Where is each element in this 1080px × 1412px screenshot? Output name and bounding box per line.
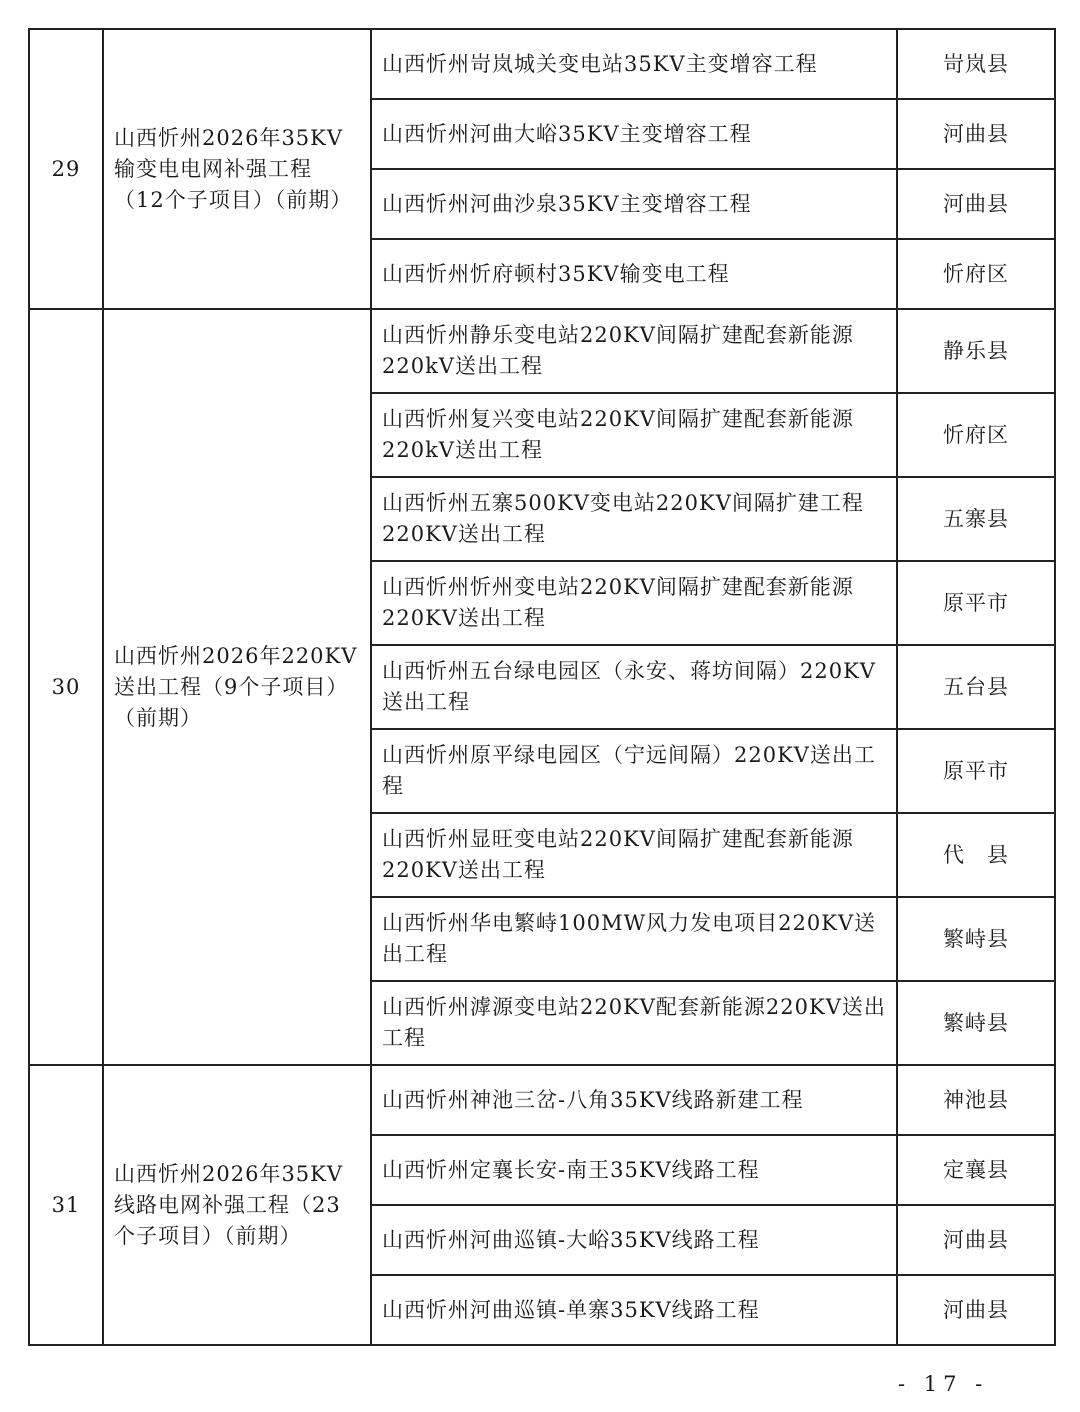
group-number: 29 bbox=[29, 29, 103, 309]
sub-project-name: 山西忻州定襄长安-南王35KV线路工程 bbox=[371, 1135, 897, 1205]
sub-project-name: 山西忻州河曲巡镇-单寨35KV线路工程 bbox=[371, 1275, 897, 1345]
sub-project-name: 山西忻州显旺变电站220KV间隔扩建配套新能源220KV送出工程 bbox=[371, 813, 897, 897]
table-row bbox=[29, 29, 1055, 99]
table-row bbox=[29, 309, 1055, 393]
table-row bbox=[29, 1065, 1055, 1135]
sub-project-location: 河曲县 bbox=[897, 1275, 1055, 1345]
sub-project-name: 山西忻州神池三岔-八角35KV线路新建工程 bbox=[371, 1065, 897, 1135]
sub-project-name: 山西忻州华电繁峙100MW风力发电项目220KV送出工程 bbox=[371, 897, 897, 981]
sub-project-name: 山西忻州岢岚城关变电站35KV主变增容工程 bbox=[371, 29, 897, 99]
sub-project-name: 山西忻州河曲沙泉35KV主变增容工程 bbox=[371, 169, 897, 239]
sub-project-location: 河曲县 bbox=[897, 99, 1055, 169]
sub-project-location: 五寨县 bbox=[897, 477, 1055, 561]
group-number: 30 bbox=[29, 309, 103, 1065]
sub-project-name: 山西忻州原平绿电园区（宁远间隔）220KV送出工程 bbox=[371, 729, 897, 813]
sub-project-location: 五台县 bbox=[897, 645, 1055, 729]
group-name: 山西忻州2026年220KV送出工程（9个子项目）（前期） bbox=[103, 309, 371, 1065]
sub-project-location: 原平市 bbox=[897, 561, 1055, 645]
sub-project-location: 忻府区 bbox=[897, 239, 1055, 309]
sub-project-location: 忻府区 bbox=[897, 393, 1055, 477]
sub-project-name: 山西忻州静乐变电站220KV间隔扩建配套新能源220kV送出工程 bbox=[371, 309, 897, 393]
sub-project-location: 繁峙县 bbox=[897, 981, 1055, 1065]
group-number: 31 bbox=[29, 1065, 103, 1345]
sub-project-location: 静乐县 bbox=[897, 309, 1055, 393]
sub-project-name: 山西忻州复兴变电站220KV间隔扩建配套新能源220kV送出工程 bbox=[371, 393, 897, 477]
sub-project-location: 河曲县 bbox=[897, 169, 1055, 239]
sub-project-name: 山西忻州忻州变电站220KV间隔扩建配套新能源220KV送出工程 bbox=[371, 561, 897, 645]
sub-project-location: 原平市 bbox=[897, 729, 1055, 813]
sub-project-location: 繁峙县 bbox=[897, 897, 1055, 981]
sub-project-location: 岢岚县 bbox=[897, 29, 1055, 99]
sub-project-name: 山西忻州河曲大峪35KV主变增容工程 bbox=[371, 99, 897, 169]
sub-project-name: 山西忻州五寨500KV变电站220KV间隔扩建工程220KV送出工程 bbox=[371, 477, 897, 561]
project-table bbox=[28, 28, 1056, 1346]
sub-project-name: 山西忻州河曲巡镇-大峪35KV线路工程 bbox=[371, 1205, 897, 1275]
group-name: 山西忻州2026年35KV输变电电网补强工程（12个子项目）（前期） bbox=[103, 29, 371, 309]
group-name: 山西忻州2026年35KV线路电网补强工程（23个子项目）（前期） bbox=[103, 1065, 371, 1345]
page-number: - 17 - bbox=[898, 1372, 989, 1396]
sub-project-name: 山西忻州忻府顿村35KV输变电工程 bbox=[371, 239, 897, 309]
sub-project-location: 河曲县 bbox=[897, 1205, 1055, 1275]
sub-project-location: 定襄县 bbox=[897, 1135, 1055, 1205]
sub-project-name: 山西忻州五台绿电园区（永安、蒋坊间隔）220KV送出工程 bbox=[371, 645, 897, 729]
sub-project-location: 神池县 bbox=[897, 1065, 1055, 1135]
sub-project-location: 代 县 bbox=[897, 813, 1055, 897]
sub-project-name: 山西忻州滹源变电站220KV配套新能源220KV送出工程 bbox=[371, 981, 897, 1065]
